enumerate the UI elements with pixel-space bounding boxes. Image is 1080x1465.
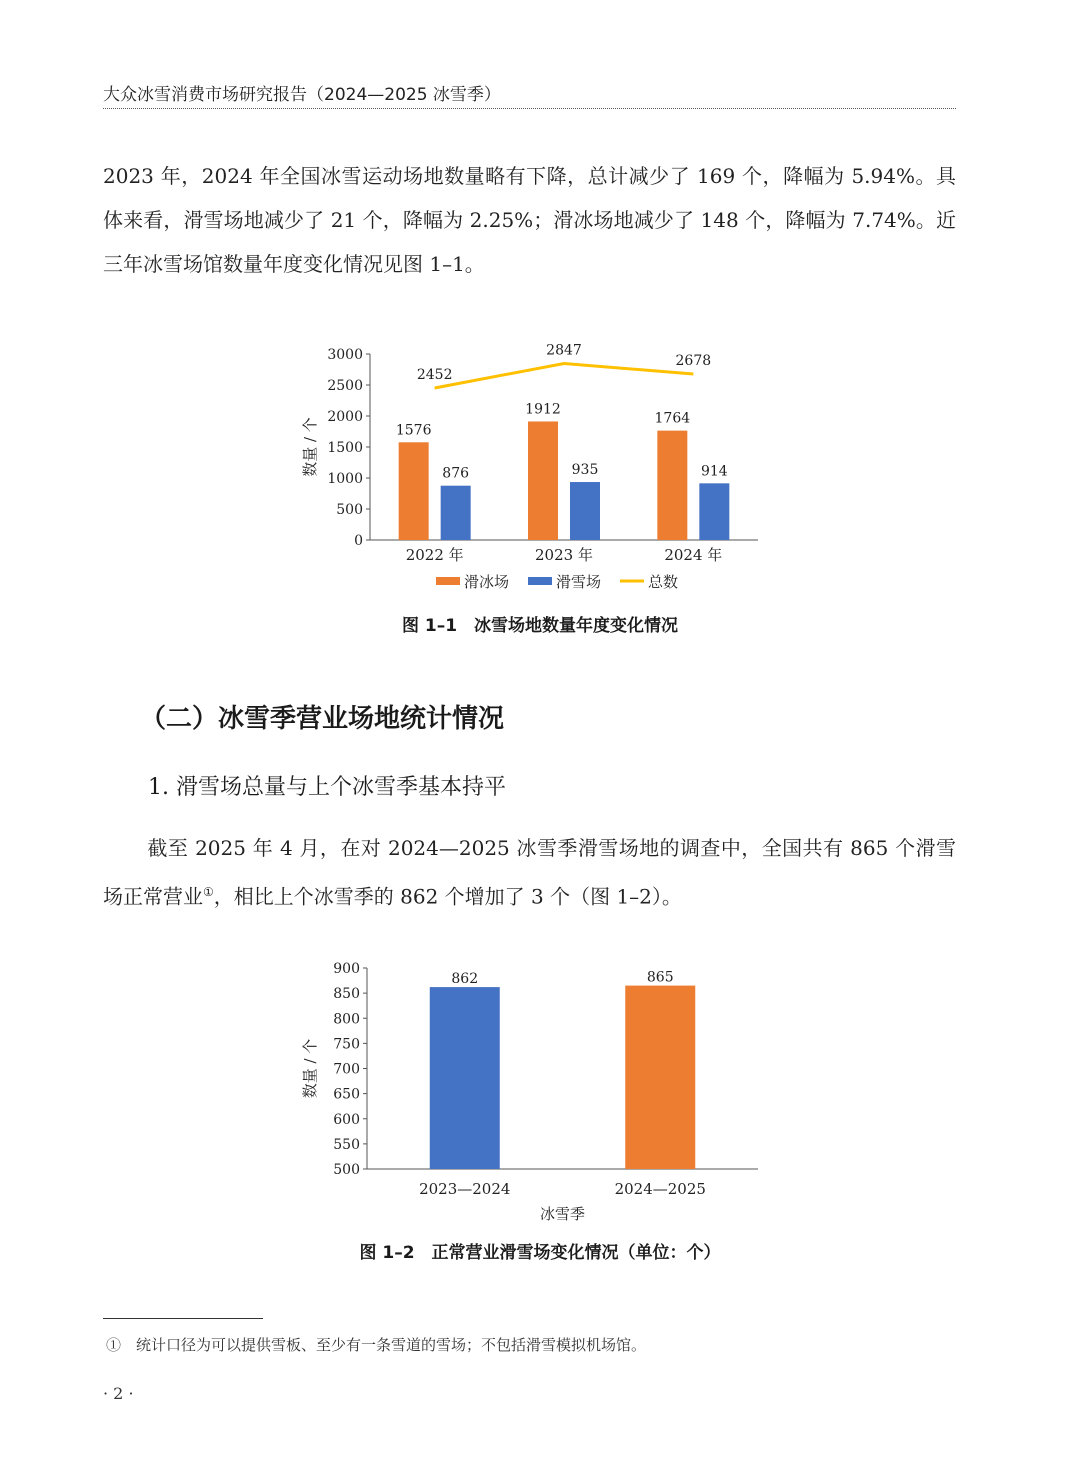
footnote-rule	[103, 1318, 263, 1319]
bar-value-label: 865	[646, 969, 674, 986]
y-tick-label: 3000	[327, 347, 363, 363]
bar-season	[625, 986, 695, 1169]
figure-2-caption: 图 1–2 正常营业滑雪场变化情况（单位：个）	[359, 1243, 721, 1263]
chart-2-operating-ski-resorts	[0, 950, 1080, 1230]
bar-ice	[657, 431, 687, 540]
x-tick-label: 2024—2025	[614, 1180, 706, 1198]
footnote: ① 统计口径为可以提供雪板、至少有一条雪道的雪场；不包括滑雪模拟机场馆。	[106, 1336, 647, 1354]
bar-snow	[441, 486, 471, 540]
bar-season	[430, 987, 500, 1169]
bar-value-label: 1764	[654, 410, 691, 427]
subsection-title: 1. 滑雪场总量与上个冰雪季基本持平	[148, 775, 506, 800]
bar-value-label: 876	[442, 465, 470, 482]
chart-1-venue-counts	[0, 330, 1080, 605]
bar-value-label: 1912	[525, 401, 561, 418]
page-number: · 2 ·	[103, 1384, 134, 1403]
running-header: 大众冰雪消费市场研究报告（2024—2025 冰雪季）	[103, 85, 501, 105]
footnote-reference[interactable]: ①	[203, 885, 214, 899]
y-tick-label: 750	[333, 1036, 360, 1053]
y-tick-label: 700	[333, 1061, 360, 1078]
bar-snow	[570, 482, 600, 540]
x-tick-label: 2023—2024	[419, 1180, 511, 1198]
y-tick-label: 850	[333, 986, 360, 1003]
y-axis-label: 数量 / 个	[301, 1038, 319, 1099]
y-tick-label: 500	[336, 502, 363, 518]
line-value-label: 2847	[546, 342, 582, 359]
bar-value-label: 862	[451, 971, 479, 988]
legend-label: 滑雪场	[556, 573, 602, 591]
paragraph-2	[103, 826, 956, 919]
y-tick-label: 550	[333, 1136, 360, 1153]
line-value-label: 2678	[675, 352, 712, 369]
legend-label: 总数	[648, 573, 679, 591]
y-tick-label: 650	[333, 1086, 360, 1103]
y-tick-label: 900	[333, 961, 360, 977]
bar-ice	[399, 442, 429, 540]
bar-value-label: 1576	[395, 422, 432, 439]
legend-swatch	[436, 577, 460, 585]
y-tick-label: 1000	[327, 471, 363, 487]
x-axis-label: 冰雪季	[539, 1205, 586, 1223]
bar-value-label: 935	[571, 462, 599, 479]
x-tick-label: 2022 年	[405, 546, 464, 564]
paragraph-2-text-b: ，相比上个冰雪季的 862 个增加了 3 个（图 1–2）。	[213, 884, 682, 909]
y-tick-label: 0	[354, 533, 363, 549]
header-rule	[103, 108, 956, 109]
legend-label: 滑冰场	[464, 573, 510, 591]
line-total	[435, 363, 694, 387]
y-tick-label: 600	[333, 1111, 360, 1128]
y-tick-label: 2500	[327, 378, 363, 394]
paragraph-1: 2023 年，2024 年全国冰雪运动场地数量略有下降，总计减少了 169 个，降幅为 5.94%。具体来看，滑雪场地减少了 21 个，降幅为 2.25%；滑冰场地减少了 148 个，降幅为 7.74%。近三年冰雪场馆数量年度变化情况见图 1–1。	[103, 164, 956, 276]
legend-swatch	[528, 577, 552, 585]
bar-value-label: 914	[700, 463, 728, 480]
y-tick-label: 2000	[327, 409, 363, 425]
x-tick-label: 2024 年	[664, 546, 723, 564]
section-title: （二）冰雪季营业场地统计情况	[140, 704, 505, 734]
x-tick-label: 2023 年	[535, 546, 593, 564]
y-tick-label: 1500	[327, 440, 363, 456]
bar-ice	[528, 421, 558, 540]
paragraph-2-text-a: 截至 2025 年 4 月，在对 2024—2025 冰雪季滑雪场地的调查中，全国共有 865 个滑雪场正常营业	[103, 836, 956, 909]
y-axis-label: 数量 / 个	[301, 417, 319, 477]
line-value-label: 2452	[416, 366, 453, 383]
bar-snow	[699, 483, 729, 540]
y-tick-label: 500	[333, 1162, 360, 1178]
y-tick-label: 800	[333, 1011, 360, 1028]
figure-1-caption: 图 1–1 冰雪场地数量年度变化情况	[401, 616, 679, 636]
